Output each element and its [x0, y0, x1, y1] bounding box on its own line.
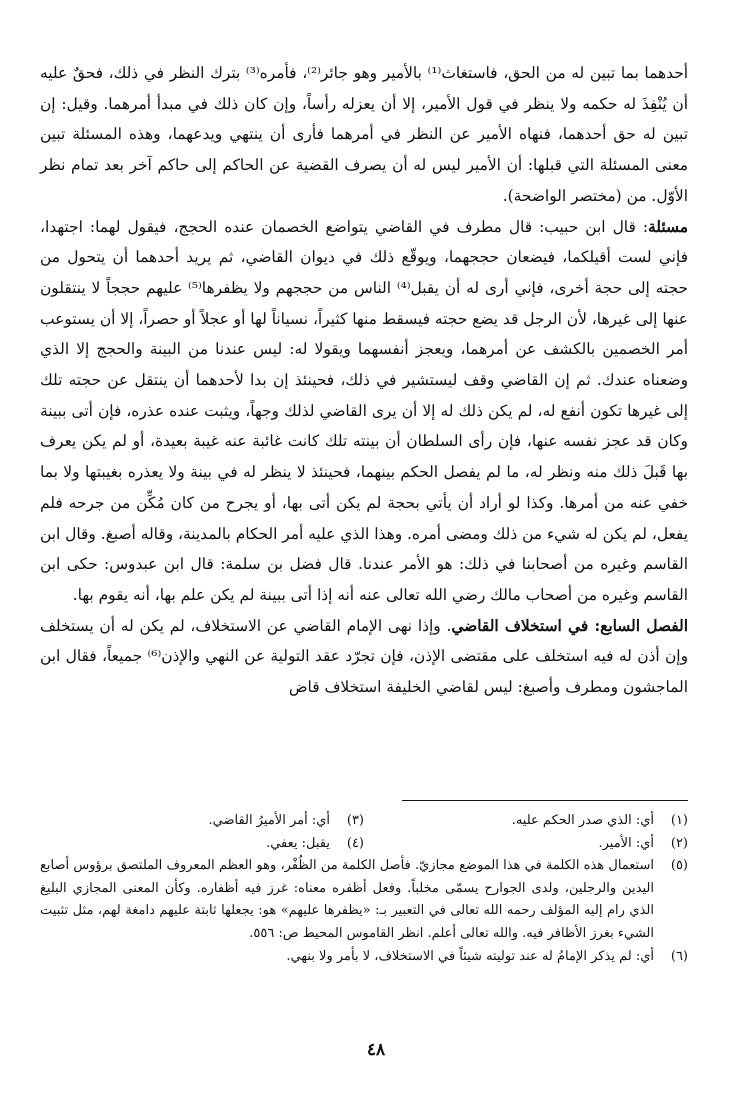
footnote-2: [364, 833, 688, 856]
paragraph-3: [40, 611, 688, 703]
footnotes: [40, 810, 688, 968]
footnote-number: (٣): [346, 813, 364, 828]
paragraph-2-heading: مسئلة: [648, 217, 688, 236]
paragraph-2: [40, 212, 688, 611]
footnote-text: أي: أمر الأميرُ القاضي.: [208, 813, 330, 828]
footnote-text: استعمال هذه الكلمة في هذا الموضع مجازيّ. فأصل الكلمة من الظُفْر، وهو العظم المعروف الملتصق برؤوس أصابع اليدين والرجلين، ولدى الجوارح يسمّى مخلباً. وفعل أظفره معناه: غرز فيه أظفاره. وكأن المعنى المجازي البليغ الذي رام إليه المؤلف رحمه الله تعالى في التعبير بـ: «يظفرها عليهم» هو: يجعلها ثابتة عليهم دامغة لهم، مثل تثبيت الشيء بغرز الأظافر فيه. والله تعالى أعلم. انظر القاموس المحيط ص: ٥٥٦.: [40, 858, 654, 941]
section-heading: الفصل السابع: في استخلاف القاضي: [451, 616, 688, 635]
page-number: ٤٨: [366, 1040, 386, 1060]
paragraph-2-text: : قال ابن حبيب: قال مطرف في القاضي يتواضع الخصمان عنده الحجج، فيقول لهما: اجتهدا، فإني لست أقيلكما، فيضعان حججهما، ويوقّع ذلك في ديوان القاضي، ثم يريد أحدهما أن يتحول من حجته إلى حجة أخرى، فإني أرى له أن يقبل⁽⁴⁾ الناس من حججهم ولا يظفرها⁽⁵⁾ عليهم حججاً لا ينتقلون عنها إلى غيرها، لأن الرجل قد يضع حجته فيسقط منها كثيراً، نسياناً لها أو عجلاً أو حصراً، إلا أن يستوعب أمر الخصمين بالكشف عن أمرهما، ويعجز أنفسهما ويقولا له: ليس عندنا من البينة والحجج إلا الذي وضعناه عندك. ثم إن القاضي وقف ليستشير في ذلك، فحينئذ إن بدا لأحدهما أن ينتقل عن حجته تلك إلى غيرها تكون أنفع له، لم يكن ذلك له إلا أن يرى القاضي لذلك وجهاً، ويثبت عنده عذره، فإن أتى ببينة وكان قد عجز نفسه عنها، فإن رأى السلطان أن بينته تلك كانت غائبة عنه غيبة بعيدة، أو لم يكن يعرف بها قَبلَ ذلك منه ونظر له، ما لم يفصل الحكم بينهما، فحينئذ لا ينظر له في بينة ولا يعذره بغيبتها ولا بما خفي عنه من أمرها. وكذا لو أراد أن يأتي بحجة لم يكن أتى بها، أو يجرح من كان مُكِّن من جرحه فلم يفعل، لم يكن له شيء من ذلك ومضى أمره. وهذا الذي عليه أمر الحكام بالمدينة، وقاله أصبغ. وقال ابن القاسم وغيره من أصحابنا في ذلك: هو الأمر عندنا. قال فضل بن سلمة: قال ابن عبدوس: حكى ابن القاسم وغيره من أصحاب مالك رضي الله تعالى عنه أنه إذا أتى ببينة لم يكن علم بها، أنه يقوم بها.: [40, 217, 688, 604]
paragraph-1: أحدهما بما تبين له من الحق، فاستغاث⁽¹⁾ بالأمير وهو جائر⁽²⁾، فأمره⁽³⁾ بترك النظر في ذلك، فحقٌ عليه أن يُنْفِذَ له حكمه ولا ينظر في قول الأمير، إلا أن يعزله رأساً، وإن كان ذلك في مبدأ أمرهما. وقيل: إن تبين له حق أحدهما، فنهاه الأمير عن النظر في أمرهما فأرى أن ينتهي ويدعهما، وهذه المسئلة تبين معنى المسئلة التي قبلها: أن الأمير ليس له أن يصرف القضية عن الحاكم إلى حاكم آخر بعد تمام نظر الأوّل. من (مختصر الواضحة).: [40, 64, 688, 205]
footnote-4: [40, 833, 364, 856]
footnote-row: [40, 833, 688, 856]
footnote-1: [364, 810, 688, 833]
paragraph-3-text: . وإذا نهى الإمام القاضي عن الاستخلاف، لم يكن له أن يستخلف وإن أذن له فيه استخلف على مقتضى الإذن، فإن تجرّد عقد التولية عن النهي والإذن⁽⁶⁾ جميعاً، فقال ابن الماجشون ومطرف وأصبغ: ليس لقاضي الخليفة استخلاف قاض: [40, 616, 689, 697]
footnote-separator: [402, 800, 688, 801]
footnote-number: (١): [670, 813, 688, 828]
footnote-6: [40, 946, 688, 969]
footnote-text: أي: لم يذكر الإمامُ له عند توليته شيئاً في الاستخلاف، لا بأمر ولا بنهي.: [286, 948, 654, 964]
footnote-3: [40, 810, 364, 833]
footnote-5: [40, 855, 688, 945]
footnote-text: يقبل: يعفي.: [266, 835, 330, 851]
footnote-text: أي: الأمير.: [598, 835, 654, 851]
main-text: [40, 58, 688, 703]
footnote-text: أي: الذي صدر الحكم عليه.: [511, 813, 654, 828]
footnote-number: (٢): [670, 835, 688, 851]
footnote-number: (٦): [670, 948, 688, 964]
footnote-number: (٤): [346, 835, 364, 851]
footnote-row: [40, 810, 688, 833]
footnote-number: (٥): [670, 858, 688, 874]
